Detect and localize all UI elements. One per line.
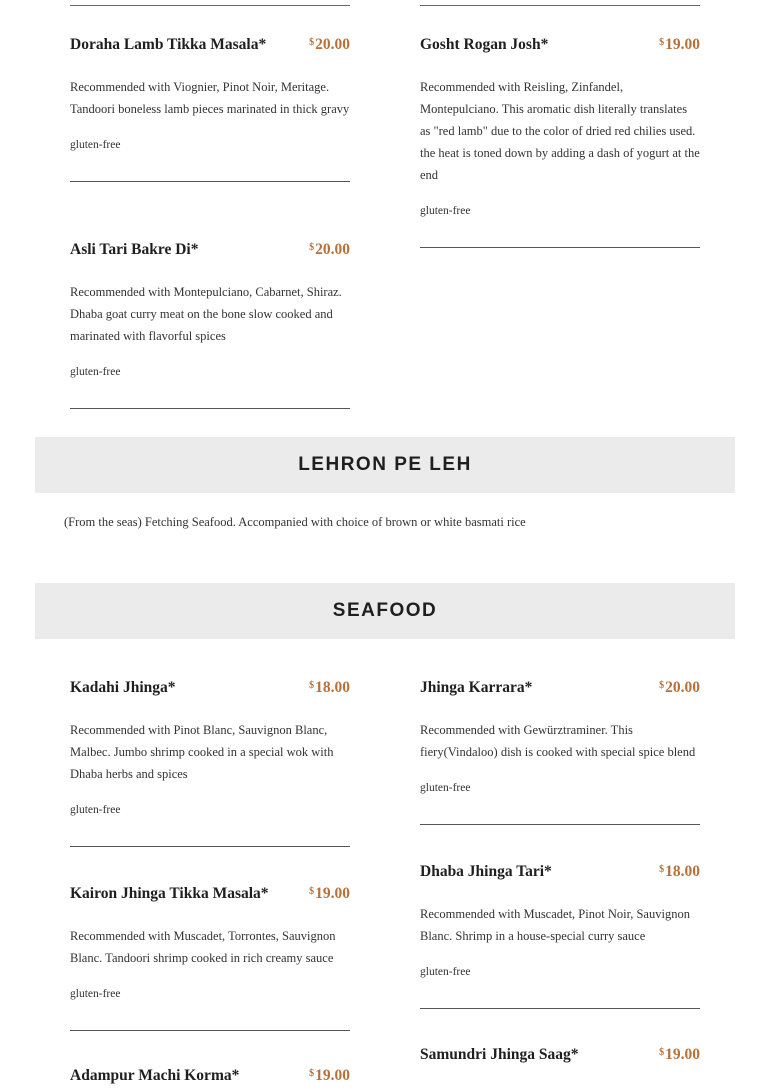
- item-price: [309, 679, 350, 697]
- currency-symbol: $: [309, 886, 315, 897]
- menu-item: [70, 36, 350, 182]
- item-description: Recommended with Viognier, Pinot Noir, Meritage. Tandoori boneless lamb pieces marinated in thick gravy: [70, 80, 350, 116]
- item-name: Samundri Jhinga Saag*: [420, 1046, 579, 1063]
- menu-item: [420, 679, 700, 825]
- item-price: [309, 241, 350, 259]
- item-description: Recommended with Muscadet, Pinot Noir, Sauvignon Blanc. Shrimp in a house-special curry sauce: [420, 907, 690, 943]
- currency-symbol: $: [659, 680, 665, 691]
- item-name: Jhinga Karrara*: [420, 679, 533, 696]
- item-name: Gosht Rogan Josh*: [420, 36, 549, 53]
- menu-item: [70, 1067, 350, 1091]
- price-value: 19.00: [315, 885, 350, 902]
- item-price: [309, 36, 350, 54]
- price-value: 18.00: [665, 863, 700, 880]
- item-description: Recommended with Muscadet, Torrontes, Sauvignon Blanc. Tandoori shrimp cooked in rich creamy sauce: [70, 929, 336, 965]
- currency-symbol: $: [309, 680, 315, 691]
- divider: [420, 5, 700, 6]
- item-name: Doraha Lamb Tikka Masala*: [70, 36, 267, 53]
- section-header-lehron-pe-leh: LEHRON PE LEH: [35, 437, 735, 493]
- divider: [420, 1008, 700, 1009]
- price-value: 20.00: [665, 679, 700, 696]
- divider: [70, 1030, 350, 1031]
- item-description: Recommended with Reisling, Zinfandel, Montepulciano. This aromatic dish literally translates as "red lamb" due to the color of dried red chilies used. the heat is toned down by adding a dash of yogurt at the end: [420, 80, 700, 182]
- divider: [70, 181, 350, 182]
- item-name: Adampur Machi Korma*: [70, 1067, 240, 1084]
- dietary-tag: gluten-free: [420, 205, 471, 217]
- menu-item: [420, 863, 700, 1009]
- price-value: 19.00: [665, 36, 700, 53]
- divider: [70, 408, 350, 409]
- currency-symbol: $: [309, 37, 315, 48]
- menu-item: [70, 241, 350, 409]
- dietary-tag: gluten-free: [70, 366, 121, 378]
- menu-item: [70, 679, 350, 847]
- item-description: Recommended with Pinot Blanc, Sauvignon Blanc, Malbec. Jumbo shrimp cooked in a special wok with Dhaba herbs and spices: [70, 723, 334, 781]
- item-name: Asli Tari Bakre Di*: [70, 241, 199, 258]
- menu-item: [70, 885, 350, 1031]
- currency-symbol: $: [659, 864, 665, 875]
- price-value: 18.00: [315, 679, 350, 696]
- item-price: [659, 863, 700, 881]
- price-value: 19.00: [315, 1067, 350, 1084]
- currency-symbol: $: [659, 37, 665, 48]
- divider: [420, 824, 700, 825]
- item-price: [309, 1067, 350, 1085]
- section-description: (From the seas) Fetching Seafood. Accompanied with choice of brown or white basmati rice: [64, 515, 526, 529]
- divider: [420, 247, 700, 248]
- currency-symbol: $: [309, 1068, 315, 1079]
- item-price: [659, 1046, 700, 1064]
- price-value: 20.00: [315, 241, 350, 258]
- item-name: Dhaba Jhinga Tari*: [420, 863, 552, 880]
- item-description: Recommended with Gewürztraminer. This fiery(Vindaloo) dish is cooked with special spice blend: [420, 723, 696, 759]
- menu-item: [420, 1046, 700, 1070]
- menu-item: [420, 36, 700, 248]
- dietary-tag: gluten-free: [70, 139, 121, 151]
- item-price: [659, 36, 700, 54]
- dietary-tag: gluten-free: [420, 966, 471, 978]
- divider: [70, 846, 350, 847]
- item-price: [659, 679, 700, 697]
- dietary-tag: gluten-free: [420, 782, 471, 794]
- item-price: [309, 885, 350, 903]
- dietary-tag: gluten-free: [70, 804, 121, 816]
- section-header-seafood: SEAFOOD: [35, 583, 735, 639]
- currency-symbol: $: [309, 242, 315, 253]
- item-name: Kadahi Jhinga*: [70, 679, 176, 696]
- price-value: 19.00: [665, 1046, 700, 1063]
- price-value: 20.00: [315, 36, 350, 53]
- item-name: Kairon Jhinga Tikka Masala*: [70, 885, 269, 902]
- divider: [70, 5, 350, 6]
- dietary-tag: gluten-free: [70, 988, 121, 1000]
- item-description: Recommended with Montepulciano, Cabarnet, Shiraz. Dhaba goat curry meat on the bone slow cooked and marinated with flavorful spices: [70, 285, 342, 343]
- currency-symbol: $: [659, 1047, 665, 1058]
